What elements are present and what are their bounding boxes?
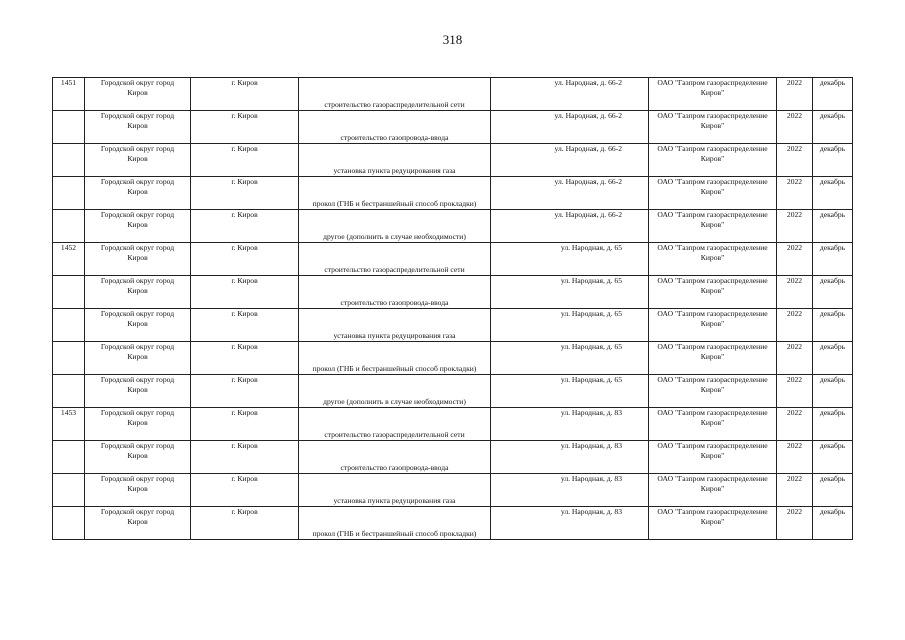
work-type-cell-text: прокол (ГНБ и бестраншейный способ прокладки)	[312, 198, 477, 208]
work-type-cell-text: строительство газораспределительной сети	[324, 264, 465, 274]
address-cell-text: ул. Народная, д. 65	[560, 375, 622, 384]
year-cell-text: 2022	[786, 243, 803, 252]
month-cell	[813, 309, 853, 342]
settlement-cell	[191, 342, 299, 375]
district-cell-text: Киров	[127, 484, 148, 494]
address-cell	[491, 243, 649, 276]
address-cell-text: ул. Народная, д. 83	[560, 507, 622, 516]
organization-cell	[649, 342, 777, 375]
row-number-cell	[53, 210, 85, 243]
work-type-cell-text: установка пункта редуцирования газа	[333, 165, 456, 175]
district-cell-text: Городской округ город	[100, 78, 175, 87]
address-cell-text: ул. Народная, д. 65	[560, 342, 622, 351]
year-cell-text: 2022	[786, 408, 803, 417]
work-type-cell	[299, 408, 491, 441]
address-cell	[491, 111, 649, 144]
month-cell	[813, 78, 853, 111]
settlement-cell	[191, 375, 299, 408]
address-cell-text: ул. Народная, д. 65	[560, 243, 622, 252]
month-cell	[813, 375, 853, 408]
document-table	[52, 77, 853, 540]
year-cell	[777, 474, 813, 507]
settlement-cell-text: г. Киров	[231, 276, 258, 285]
year-cell-text: 2022	[786, 474, 803, 483]
month-cell	[813, 507, 853, 540]
district-cell-text: Киров	[127, 286, 148, 296]
district-cell-text: Городской округ город	[100, 474, 175, 483]
address-cell-text: ул. Народная, д. 65	[560, 276, 622, 285]
month-cell-text: декабрь	[819, 243, 846, 252]
row-number-cell	[53, 111, 85, 144]
table-row	[53, 144, 853, 177]
district-cell-text: Киров	[127, 418, 148, 428]
table-row	[53, 210, 853, 243]
organization-cell	[649, 441, 777, 474]
settlement-cell	[191, 210, 299, 243]
organization-cell	[649, 144, 777, 177]
district-cell	[85, 309, 191, 342]
organization-cell-text: ОАО "Газпром газораспределение	[657, 507, 768, 516]
district-cell	[85, 210, 191, 243]
work-type-cell-text: строительство газораспределительной сети	[324, 99, 465, 109]
year-cell	[777, 144, 813, 177]
settlement-cell-text: г. Киров	[231, 78, 258, 87]
address-cell	[491, 177, 649, 210]
district-cell-text: Городской округ город	[100, 309, 175, 318]
settlement-cell-text: г. Киров	[231, 309, 258, 318]
organization-cell-text: Киров"	[700, 154, 725, 164]
table-row	[53, 78, 853, 111]
settlement-cell	[191, 507, 299, 540]
settlement-cell-text: г. Киров	[231, 441, 258, 450]
district-cell	[85, 474, 191, 507]
organization-cell	[649, 507, 777, 540]
district-cell-text: Киров	[127, 121, 148, 131]
organization-cell	[649, 177, 777, 210]
row-number-cell	[53, 408, 85, 441]
address-cell-text: ул. Народная, д. 66-2	[554, 144, 622, 153]
address-cell-text: ул. Народная, д. 83	[560, 408, 622, 417]
organization-cell-text: Киров"	[700, 385, 725, 395]
organization-cell-text: Киров"	[700, 187, 725, 197]
district-cell-text: Киров	[127, 385, 148, 395]
month-cell	[813, 342, 853, 375]
settlement-cell	[191, 474, 299, 507]
year-cell-text: 2022	[786, 507, 803, 516]
work-type-cell	[299, 441, 491, 474]
work-type-cell	[299, 375, 491, 408]
organization-cell-text: ОАО "Газпром газораспределение	[657, 474, 768, 483]
organization-cell-text: Киров"	[700, 319, 725, 329]
table-row	[53, 507, 853, 540]
organization-cell-text: ОАО "Газпром газораспределение	[657, 78, 768, 87]
organization-cell-text: Киров"	[700, 418, 725, 428]
organization-cell-text: Киров"	[700, 352, 725, 362]
row-number-cell-text: 1452	[60, 243, 77, 252]
row-number-cell	[53, 276, 85, 309]
row-number-cell	[53, 144, 85, 177]
month-cell	[813, 474, 853, 507]
address-cell-text: ул. Народная, д. 66-2	[554, 177, 622, 186]
work-type-cell	[299, 276, 491, 309]
month-cell-text: декабрь	[819, 144, 846, 153]
year-cell-text: 2022	[786, 111, 803, 120]
month-cell	[813, 111, 853, 144]
work-type-cell	[299, 474, 491, 507]
district-cell-text: Городской округ город	[100, 408, 175, 417]
settlement-cell	[191, 144, 299, 177]
year-cell	[777, 309, 813, 342]
table-row	[53, 342, 853, 375]
month-cell-text: декабрь	[819, 441, 846, 450]
address-cell	[491, 210, 649, 243]
work-type-cell-text: строительство газопровода-ввода	[340, 462, 449, 472]
address-cell	[491, 309, 649, 342]
work-type-cell-text: строительство газопровода-ввода	[340, 297, 449, 307]
year-cell	[777, 210, 813, 243]
district-cell-text: Киров	[127, 187, 148, 197]
month-cell-text: декабрь	[819, 177, 846, 186]
work-type-cell	[299, 78, 491, 111]
organization-cell-text: ОАО "Газпром газораспределение	[657, 375, 768, 384]
organization-cell	[649, 309, 777, 342]
year-cell	[777, 78, 813, 111]
district-cell	[85, 111, 191, 144]
organization-cell	[649, 78, 777, 111]
work-type-cell	[299, 342, 491, 375]
month-cell-text: декабрь	[819, 210, 846, 219]
work-type-cell-text: установка пункта редуцирования газа	[333, 330, 456, 340]
settlement-cell-text: г. Киров	[231, 408, 258, 417]
organization-cell-text: Киров"	[700, 286, 725, 296]
organization-cell-text: ОАО "Газпром газораспределение	[657, 276, 768, 285]
district-cell-text: Городской округ город	[100, 111, 175, 120]
district-cell	[85, 375, 191, 408]
address-cell	[491, 408, 649, 441]
work-type-cell	[299, 309, 491, 342]
year-cell-text: 2022	[786, 375, 803, 384]
row-number-cell	[53, 78, 85, 111]
district-cell	[85, 408, 191, 441]
year-cell-text: 2022	[786, 342, 803, 351]
settlement-cell	[191, 408, 299, 441]
organization-cell	[649, 474, 777, 507]
district-cell	[85, 78, 191, 111]
settlement-cell	[191, 441, 299, 474]
table-row	[53, 111, 853, 144]
address-cell	[491, 375, 649, 408]
district-cell-text: Киров	[127, 517, 148, 527]
settlement-cell	[191, 111, 299, 144]
district-cell-text: Городской округ город	[100, 210, 175, 219]
work-type-cell	[299, 507, 491, 540]
row-number-cell	[53, 309, 85, 342]
month-cell-text: декабрь	[819, 408, 846, 417]
district-cell	[85, 441, 191, 474]
month-cell-text: декабрь	[819, 342, 846, 351]
organization-cell-text: Киров"	[700, 517, 725, 527]
month-cell	[813, 243, 853, 276]
row-number-cell	[53, 243, 85, 276]
address-cell	[491, 144, 649, 177]
month-cell	[813, 177, 853, 210]
district-cell-text: Городской округ город	[100, 375, 175, 384]
month-cell-text: декабрь	[819, 276, 846, 285]
settlement-cell	[191, 276, 299, 309]
settlement-cell	[191, 78, 299, 111]
organization-cell-text: ОАО "Газпром газораспределение	[657, 243, 768, 252]
organization-cell-text: Киров"	[700, 220, 725, 230]
address-cell	[491, 342, 649, 375]
work-type-cell-text: прокол (ГНБ и бестраншейный способ прокладки)	[312, 363, 477, 373]
row-number-cell	[53, 507, 85, 540]
district-cell	[85, 177, 191, 210]
settlement-cell-text: г. Киров	[231, 210, 258, 219]
row-number-cell-text: 1453	[60, 408, 77, 417]
district-cell	[85, 507, 191, 540]
organization-cell	[649, 210, 777, 243]
month-cell	[813, 144, 853, 177]
district-cell-text: Городской округ город	[100, 276, 175, 285]
year-cell-text: 2022	[786, 210, 803, 219]
row-number-cell	[53, 375, 85, 408]
district-cell	[85, 342, 191, 375]
table-row	[53, 408, 853, 441]
organization-cell-text: ОАО "Газпром газораспределение	[657, 441, 768, 450]
organization-cell-text: Киров"	[700, 88, 725, 98]
year-cell	[777, 342, 813, 375]
year-cell-text: 2022	[786, 144, 803, 153]
year-cell	[777, 177, 813, 210]
work-type-cell-text: установка пункта редуцирования газа	[333, 495, 456, 505]
settlement-cell	[191, 243, 299, 276]
settlement-cell-text: г. Киров	[231, 243, 258, 252]
settlement-cell	[191, 177, 299, 210]
organization-cell	[649, 276, 777, 309]
district-cell	[85, 144, 191, 177]
organization-cell-text: ОАО "Газпром газораспределение	[657, 342, 768, 351]
district-cell-text: Городской округ город	[100, 144, 175, 153]
organization-cell	[649, 408, 777, 441]
year-cell	[777, 111, 813, 144]
table-row	[53, 441, 853, 474]
settlement-cell	[191, 309, 299, 342]
year-cell	[777, 375, 813, 408]
settlement-cell-text: г. Киров	[231, 177, 258, 186]
settlement-cell-text: г. Киров	[231, 111, 258, 120]
address-cell-text: ул. Народная, д. 66-2	[554, 210, 622, 219]
address-cell-text: ул. Народная, д. 83	[560, 441, 622, 450]
work-type-cell	[299, 210, 491, 243]
month-cell-text: декабрь	[819, 78, 846, 87]
district-cell-text: Городской округ город	[100, 177, 175, 186]
row-number-cell	[53, 342, 85, 375]
address-cell	[491, 474, 649, 507]
year-cell	[777, 507, 813, 540]
address-cell	[491, 507, 649, 540]
table-row	[53, 276, 853, 309]
row-number-cell	[53, 177, 85, 210]
year-cell	[777, 441, 813, 474]
table-row	[53, 375, 853, 408]
work-type-cell-text: прокол (ГНБ и бестраншейный способ прокладки)	[312, 528, 477, 538]
organization-cell	[649, 111, 777, 144]
district-cell-text: Киров	[127, 451, 148, 461]
address-cell	[491, 78, 649, 111]
settlement-cell-text: г. Киров	[231, 507, 258, 516]
row-number-cell	[53, 441, 85, 474]
address-cell	[491, 276, 649, 309]
district-cell-text: Киров	[127, 220, 148, 230]
organization-cell-text: Киров"	[700, 484, 725, 494]
district-cell-text: Городской округ город	[100, 507, 175, 516]
year-cell-text: 2022	[786, 177, 803, 186]
address-cell-text: ул. Народная, д. 66-2	[554, 111, 622, 120]
year-cell	[777, 276, 813, 309]
organization-cell-text: ОАО "Газпром газораспределение	[657, 309, 768, 318]
organization-cell-text: ОАО "Газпром газораспределение	[657, 111, 768, 120]
organization-cell-text: Киров"	[700, 451, 725, 461]
year-cell-text: 2022	[786, 78, 803, 87]
month-cell	[813, 276, 853, 309]
row-number-cell	[53, 474, 85, 507]
year-cell	[777, 243, 813, 276]
organization-cell-text: ОАО "Газпром газораспределение	[657, 177, 768, 186]
organization-cell-text: Киров"	[700, 253, 725, 263]
table-row	[53, 474, 853, 507]
settlement-cell-text: г. Киров	[231, 474, 258, 483]
month-cell	[813, 408, 853, 441]
table-body	[53, 78, 853, 540]
year-cell-text: 2022	[786, 441, 803, 450]
district-cell	[85, 276, 191, 309]
month-cell-text: декабрь	[819, 309, 846, 318]
address-cell	[491, 441, 649, 474]
year-cell	[777, 408, 813, 441]
page-number: 318	[442, 32, 463, 47]
district-cell-text: Городской округ город	[100, 342, 175, 351]
month-cell-text: декабрь	[819, 507, 846, 516]
work-type-cell-text: строительство газораспределительной сети	[324, 429, 465, 439]
month-cell-text: декабрь	[819, 111, 846, 120]
organization-cell-text: Киров"	[700, 121, 725, 131]
work-type-cell-text: другое (дополнить в случае необходимости)	[323, 231, 466, 241]
organization-cell-text: ОАО "Газпром газораспределение	[657, 408, 768, 417]
table-row	[53, 177, 853, 210]
district-cell-text: Киров	[127, 88, 148, 98]
organization-cell-text: ОАО "Газпром газораспределение	[657, 144, 768, 153]
settlement-cell-text: г. Киров	[231, 144, 258, 153]
address-cell-text: ул. Народная, д. 66-2	[554, 78, 622, 87]
district-cell-text: Киров	[127, 253, 148, 263]
work-type-cell-text: другое (дополнить в случае необходимости)	[323, 396, 466, 406]
row-number-cell-text: 1451	[60, 78, 77, 87]
year-cell-text: 2022	[786, 309, 803, 318]
month-cell	[813, 210, 853, 243]
district-cell-text: Киров	[127, 319, 148, 329]
settlement-cell-text: г. Киров	[231, 342, 258, 351]
district-cell-text: Киров	[127, 154, 148, 164]
work-type-cell-text: строительство газопровода-ввода	[340, 132, 449, 142]
address-cell-text: ул. Народная, д. 65	[560, 309, 622, 318]
organization-cell	[649, 243, 777, 276]
work-type-cell	[299, 111, 491, 144]
settlement-cell-text: г. Киров	[231, 375, 258, 384]
table-row	[53, 243, 853, 276]
year-cell-text: 2022	[786, 276, 803, 285]
organization-cell	[649, 375, 777, 408]
address-cell-text: ул. Народная, д. 83	[560, 474, 622, 483]
month-cell	[813, 441, 853, 474]
work-type-cell	[299, 177, 491, 210]
month-cell-text: декабрь	[819, 474, 846, 483]
work-type-cell	[299, 144, 491, 177]
organization-cell-text: ОАО "Газпром газораспределение	[657, 210, 768, 219]
work-type-cell	[299, 243, 491, 276]
district-cell-text: Городской округ город	[100, 441, 175, 450]
district-cell-text: Городской округ город	[100, 243, 175, 252]
district-cell-text: Киров	[127, 352, 148, 362]
district-cell	[85, 243, 191, 276]
month-cell-text: декабрь	[819, 375, 846, 384]
table-row	[53, 309, 853, 342]
